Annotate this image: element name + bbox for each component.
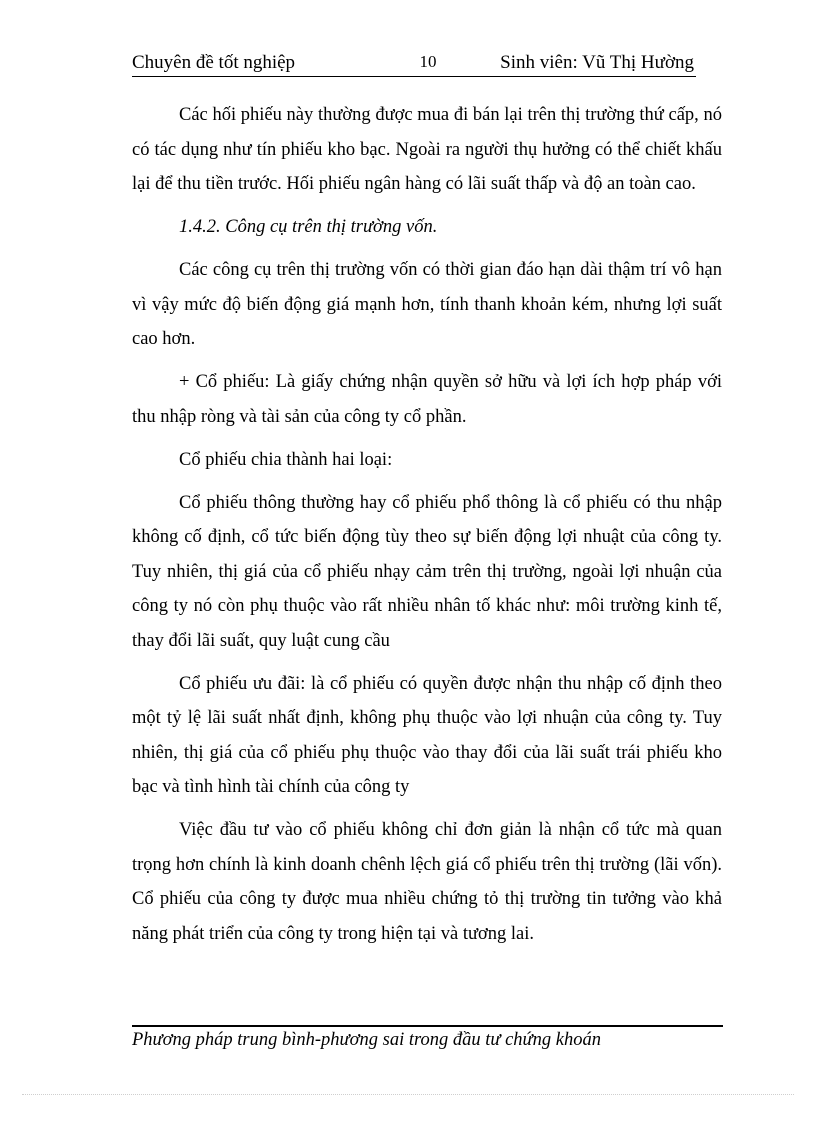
section-heading: 1.4.2. Công cụ trên thị trường vốn. (179, 217, 438, 237)
page-header (132, 50, 696, 78)
paragraph-stock-investment: Việc đầu tư vào cổ phiếu không chỉ đơn giản là nhận cổ tức mà quan trọng hơn chính là kinh doanh chênh lệch giá cổ phiếu trên thị trường (lãi vốn). Cổ phiếu của công ty được mua nhiều chứng tỏ thị trường tin tưởng vào khả năng phát triển của công ty trong hiện tại và tương lai. (132, 820, 722, 944)
page-number: 10 (419, 52, 437, 71)
paragraph-stock-definition: + Cổ phiếu: Là giấy chứng nhận quyền sở hữu và lợi ích hợp pháp với thu nhập ròng và tài sản của công ty cổ phần. (132, 372, 722, 427)
paragraph-capital-market-tools: Các công cụ trên thị trường vốn có thời gian đáo hạn dài thậm trí vô hạn vì vậy mức độ biến động giá mạnh hơn, tính thanh khoản kém, nhưng lợi suất cao hơn. (132, 260, 722, 349)
paragraph-common-stock: Cổ phiếu thông thường hay cổ phiếu phổ thông là cổ phiếu có thu nhập không cố định, cổ tức biến động tùy theo sự biến động lợi nhuật của công ty. Tuy nhiên, thị giá của cổ phiếu nhạy cảm trên thị trường, ngoài lợi nhuận của công ty nó còn phụ thuộc vào rất nhiều nhân tố khác như: môi trường kinh tế, thay đổi lãi suất, quy luật cung cầu (132, 492, 722, 651)
footer-title: Phương pháp trung bình-phương sai trong đầu tư chứng khoán (132, 1030, 601, 1050)
paragraph-bills-of-exchange: Các hối phiếu này thường được mua đi bán lại trên thị trường thứ cấp, nó có tác dụng như tín phiếu kho bạc. Ngoài ra người thụ hưởng có thể chiết khấu lại để thu tiền trước. Hối phiếu ngân hàng có lãi suất thấp và độ an toàn cao. (132, 105, 722, 194)
header-divider (132, 76, 696, 77)
page-bottom-edge (22, 1094, 794, 1095)
paragraph-preferred-stock: Cổ phiếu ưu đãi: là cổ phiếu có quyền được nhận thu nhập cố định theo một tỷ lệ lãi suất nhất định, không phụ thuộc vào lợi nhuận của công ty. Tuy nhiên, thị giá của cổ phiếu phụ thuộc vào thay đổi của lãi suất trái phiếu kho bạc và tình hình tài chính của công ty (132, 673, 722, 797)
header-author: Sinh viên: Vũ Thị Hường (500, 52, 694, 73)
header-title: Chuyên đề tốt nghiệp (132, 52, 296, 73)
document-body (132, 98, 722, 960)
footer-divider (132, 1025, 723, 1027)
paragraph-stock-types-intro: Cổ phiếu chia thành hai loại: (179, 449, 393, 470)
